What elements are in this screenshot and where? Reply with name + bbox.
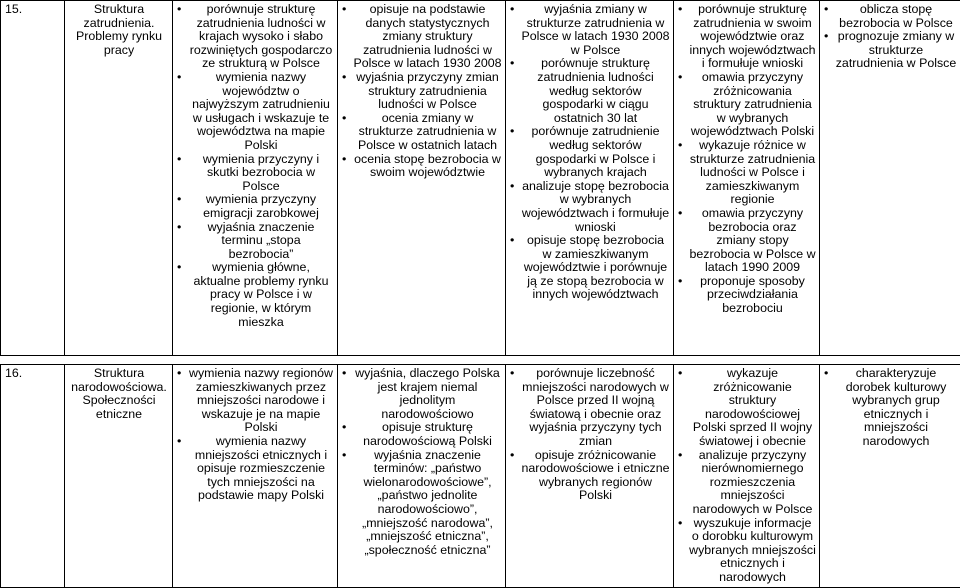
list-item: • ocenia zmiany w strukturze zatrudnienia w Polsce w ostatnich latach	[342, 112, 502, 153]
list-item: • opisuje strukturę narodowościową Polski	[342, 421, 502, 448]
list-item: • porównuje strukturę zatrudnienia ludności według sektorów gospodarki w ciągu ostatnich 30 lat	[510, 57, 670, 125]
list-item: • analizuje stopę bezrobocia w wybranych województwach i formułuje wnioski	[510, 180, 670, 234]
row-gap	[173, 356, 338, 365]
list-item: • opisuje zróżnicowanie narodowościowe i etniczne wybranych regionów Polski	[510, 449, 670, 503]
list-item: • opisuje stopę bezrobocia w zamieszkiwanym województwie i porównuje ją ze stopą bezrobocia w innych województwach	[510, 234, 670, 302]
list-item: • wymienia nazwy regionów zamieszkiwanych przez mniejszości narodowe i wskazuje je na mapie Polski	[177, 367, 334, 435]
table-row	[1, 365, 960, 588]
list-item: • wymienia przyczyny emigracji zarobkowej	[177, 193, 334, 220]
requirements-list	[177, 3, 334, 329]
list-item: • wymienia główne, aktualne problemy rynku pracy w Polsce i w regionie, w którym mieszka	[177, 261, 334, 329]
row-gap	[65, 356, 173, 365]
list-item: • proponuje sposoby przeciwdziałania bezrobociu	[678, 275, 816, 316]
list-item: • porównuje zatrudnienie według sektorów gospodarki w Polsce i wybranych krajach	[510, 125, 670, 179]
row-gap	[1, 356, 65, 365]
list-item: • ocenia stopę bezrobocia w swoim województwie	[342, 153, 502, 180]
requirements-cell	[674, 1, 820, 356]
requirements-cell	[338, 1, 506, 356]
row-gap	[338, 356, 506, 365]
list-item: • oblicza stopę bezrobocia w Polsce	[824, 3, 957, 30]
list-item: • analizuje przyczyny nierównomiernego rozmieszczenia mniejszości narodowych w Polsce	[678, 449, 816, 517]
row-gap	[674, 356, 820, 365]
requirements-cell	[173, 365, 338, 588]
requirements-list	[678, 3, 816, 316]
requirements-list	[177, 367, 334, 503]
list-item: • porównuje strukturę zatrudnienia ludności w krajach wysoko i słabo rozwiniętych gospodarczo ze strukturą w Polsce	[177, 3, 334, 71]
requirements-list	[510, 367, 670, 503]
list-item: • porównuje strukturę zatrudnienia w swoim województwie oraz innych województwach i formułuje wnioski	[678, 3, 816, 71]
list-item: • wyjaśnia znaczenie terminów: „państwo wielonarodowościowe”, „państwo jednolite narodowościowo”, „mniejszość narodowa”, „mniejszość etniczna”, „społeczność etniczna”	[342, 449, 502, 558]
requirements-cell	[338, 365, 506, 588]
list-item: • wyjaśnia, dlaczego Polska jest krajem niemal jednolitym narodowościowo	[342, 367, 502, 421]
list-item: • opisuje na podstawie danych statystycznych zmiany struktury zatrudnienia ludności w Polsce w latach 1930 2008	[342, 3, 502, 71]
list-item: • wyjaśnia zmiany w strukturze zatrudnienia w Polsce w latach 1930 2008 w Polsce	[510, 3, 670, 57]
list-item: • wykazuje różnice w strukturze zatrudnienia ludności w Polsce i zamieszkiwanym regionie	[678, 139, 816, 207]
list-item: • charakteryzuje dorobek kulturowy wybranych grup etnicznych i mniejszości narodowych	[824, 367, 957, 449]
requirements-cell	[506, 1, 674, 356]
list-item: • omawia przyczyny zróżnicowania struktury zatrudnienia w wybranych województwach Polski	[678, 71, 816, 139]
lesson-number: 15.	[1, 1, 65, 356]
list-item: • wymienia nazwy województw o najwyższym zatrudnieniu w usługach i wskazuje te województwa na mapie Polski	[177, 71, 334, 153]
list-item: • wyjaśnia przyczyny zmian struktury zatrudnienia ludności w Polsce	[342, 71, 502, 112]
row-gap	[820, 356, 960, 365]
requirements-cell	[820, 365, 960, 588]
list-item: • wykazuje zróżnicowanie struktury narodowościowej Polski sprzed II wojny światowej i obecnie	[678, 367, 816, 449]
list-item: • omawia przyczyny bezrobocia oraz zmiany stopy bezrobocia w Polsce w latach 1990 2009	[678, 207, 816, 275]
requirements-cell	[173, 1, 338, 356]
row-gap	[506, 356, 674, 365]
requirements-cell	[820, 1, 960, 356]
lesson-number: 16.	[1, 365, 65, 588]
list-item: • wymienia przyczyny i skutki bezrobocia w Polsce	[177, 153, 334, 194]
list-item: • wyjaśnia znaczenie terminu „stopa bezrobocia”	[177, 221, 334, 262]
list-item: • wyszukuje informacje o dorobku kulturowym wybranych mniejszości etnicznych i narodowych	[678, 517, 816, 585]
list-item: • porównuje liczebność mniejszości narodowych w Polsce przed II wojną światową i obecnie oraz wyjaśnia przyczyny tych zmian	[510, 367, 670, 449]
lesson-topic: Struktura narodowościowa. Społeczności etniczne	[65, 365, 173, 588]
requirements-cell	[674, 365, 820, 588]
requirements-list	[824, 3, 957, 71]
list-item: • prognozuje zmiany w strukturze zatrudnienia w Polsce	[824, 30, 957, 71]
list-item: • wymienia nazwy mniejszości etnicznych i opisuje rozmieszczenie tych mniejszości na podstawie mapy Polski	[177, 435, 334, 503]
requirements-list	[678, 367, 816, 585]
requirements-cell	[506, 365, 674, 588]
lesson-topic: Struktura zatrudnienia. Problemy rynku pracy	[65, 1, 173, 356]
requirements-list	[824, 367, 957, 449]
table-row	[1, 1, 960, 356]
requirements-list	[342, 3, 502, 180]
requirements-list	[510, 3, 670, 302]
requirements-list	[342, 367, 502, 557]
